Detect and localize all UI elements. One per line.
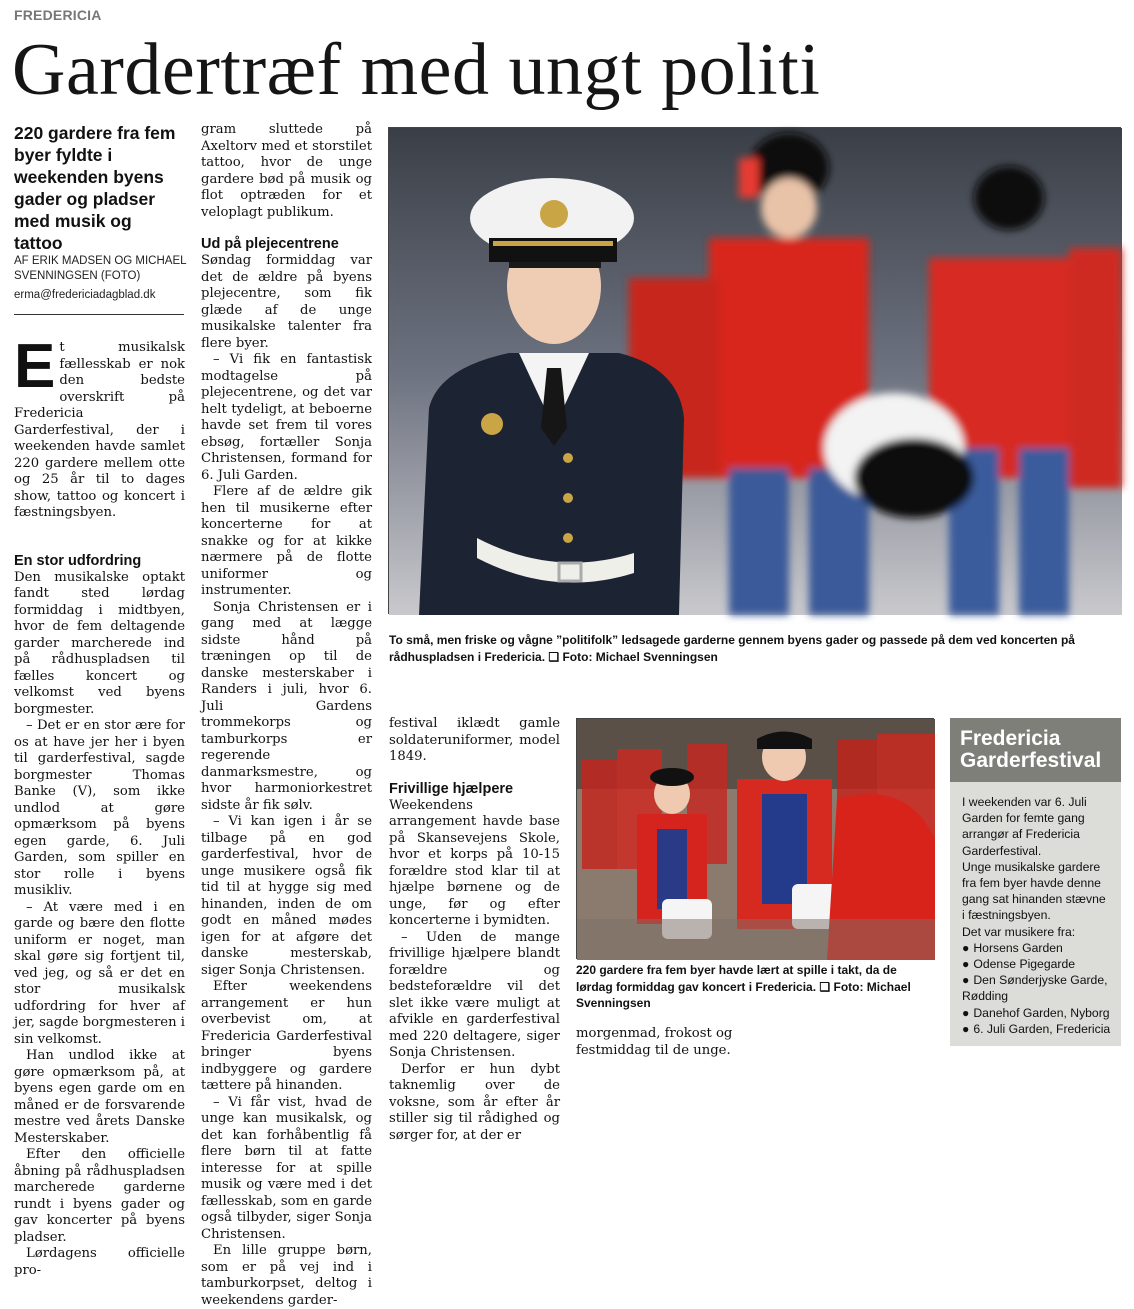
photo-boy-police-uniform: [389, 128, 1122, 615]
paragraph: Han undlod ikke at gøre opmærksom på, at byens egen garde om en måned er de forsvarende mestre ved årets Danske Mesterskaber.: [14, 1048, 185, 1146]
paragraph: festival iklædt gamle soldateruniformer, model 1849.: [389, 716, 560, 764]
subhead: En stor udfordring: [14, 552, 142, 569]
secondary-photo-caption: 220 gardere fra fem byer havde lært at spille i takt, da de lørdag formiddag gav koncert i Fredericia. ❏ Foto: Michael Svenningsen: [576, 963, 911, 1010]
subhead: Ud på plejecentrene: [201, 236, 339, 252]
paragraph: En lille gruppe børn, som er på vej ind i tamburkorpset, deltog i weekendens garder-: [201, 1243, 372, 1308]
divider: [14, 314, 184, 315]
byline-email: erma@fredericiadagblad.dk: [14, 289, 156, 301]
article-column-4: [576, 1026, 751, 1059]
paragraph: Søndag formiddag var det de ældre på byens plejecentre, som fik glæde af de unge musikalske talenter fra flere byer.: [201, 253, 372, 351]
factbox-body: [950, 782, 1121, 1043]
article-column-1: [14, 332, 185, 1279]
paragraph: Efter den officielle åbning på rådhuspladsen marcherede garderne rundt i byens gader og gav koncerter på byens pladser.: [14, 1147, 185, 1245]
paragraph: Den musikalske optakt fandt sted lørdag formiddag i midtbyen, hvor de fem deltagende garder marcherede ind på rådhuspladsen til fælles koncert og velkomst ved byens borgmester.: [14, 569, 185, 717]
factbox-text: Unge musikalske gardere fra fem byer havde denne gang sat hinanden stævne i fæstningsbyen.: [962, 859, 1106, 923]
paragraph: – Uden de mange frivillige hjælpere blandt forældre og bedsteforældre vil det slet ikke være muligt at afvikle en garderfestival med 220 deltagere, siger Sonja Christensen.: [389, 929, 560, 1060]
factbox-list-item: ● Den Sønderjyske Garde, Rødding: [962, 972, 1111, 1004]
paragraph: morgenmad, frokost og festmiddag til de unge.: [576, 1026, 733, 1058]
paragraph: Sonja Christensen er i gang med at lægge sidste hånd på træningen op til de danske mesterskaber i Randers i juli, hvor 6. Juli Gardens trommekorps og tamburkorps er regerende danmarksmestre, og hvor harmoniorkestret sidste år fik sølv.: [201, 599, 372, 813]
paragraph: Weekendens arrangement havde base på Skansevejens Skole, hvor et korps på 10-15 forældre stod klar til at hjælpe børnene og de unge, før og efter koncerterne i bymidten.: [389, 797, 560, 928]
section-label: FREDERICIA: [14, 7, 102, 23]
main-photo: [388, 127, 1121, 614]
factbox-list-item: ● Danehof Garden, Nyborg: [962, 1005, 1111, 1021]
factbox-list-item: ● Horsens Garden: [962, 940, 1111, 956]
subhead: Frivillige hjælpere: [389, 780, 514, 797]
secondary-photo: [576, 718, 934, 959]
paragraph: – At være med i en garde og bære den flotte uniform er noget, man skal gøre sig fortjent til, ved jeg, og så er det en stor musikalsk udfordring for hver af jer, sagde borgmesteren i sin velkomst.: [14, 899, 185, 1047]
paragraph: – Vi får vist, hvad de unge kan musikalsk, og det kan forhåbentlig få flere børn til at fatte interesse for at spille musik og være med i det fællesskab, som en garde også tilbyder, siger Sonja Christensen.: [201, 1094, 372, 1242]
lead-text: t musikalsk fællesskab er nok den bedste overskrift på Fredericia Garderfestival, der i weekenden havde samlet 220 gardere mellem otte og 25 år til to dages show, tattoo og koncert i fæstningsbyen.: [14, 340, 185, 520]
paragraph: – Vi kan igen i år se tilbage på en god garderfestival, hvor de unge musikere også fik tid til at hygge sig med hinanden, inden de om godt en måned mødes igen for at afgøre det danske mesterskab, siger Sonja Christensen.: [201, 814, 372, 978]
paragraph: Efter weekendens arrangement er hun overbevist om, at Fredericia Garderfestival bringer byens indbyggere og gardere tættere på hinanden.: [201, 979, 372, 1093]
factbox-list: [962, 940, 1111, 1037]
paragraph: Flere af de ældre gik hen til musikerne efter koncerterne for at snakke og for at kikke nærmere på de flotte uniformer og instrumenter.: [201, 484, 372, 598]
deck: 220 gardere fra fem byer fyldte i weekenden byens gader og pladser med musik og tattoo: [14, 123, 176, 253]
paragraph: Lørdagens officielle pro-: [14, 1246, 185, 1278]
paragraph: Derfor er hun dybt taknemlig over de voksne, som år efter år stiller sig til rådighed og sørger for, at der er: [389, 1061, 560, 1143]
headline: Gardertræf med ungt politi: [12, 29, 821, 111]
article-column-2: [201, 122, 372, 1308]
main-photo-caption: To små, men friske og vågne ”politifolk” ledsagede garderne gennem byens gader og passede på dem ved koncerten på rådhuspladsen i Fredericia. ❏ Foto: Michael Svenningsen: [389, 633, 1075, 664]
factbox-list-item: ● 6. Juli Garden, Fredericia: [962, 1021, 1111, 1037]
article-column-3: [389, 716, 560, 1143]
photo-girls-drum-corps: [577, 719, 935, 960]
paragraph: – Det er en stor ære for os at have jer her i byen til garderfestival, sagde borgmester Thomas Banke (V), som ikke undlod at gøre opmærksom på byens egen garde, 6. Juli Garden, som spiller en stor rolle i byens musikliv.: [14, 718, 185, 898]
drop-cap: E: [14, 332, 56, 401]
factbox-text: I weekenden var 6. Juli Garden for femte gang arrangør af Fredericia Garderfestival.: [962, 795, 1087, 858]
factbox-text: Det var musikere fra:: [962, 924, 1076, 939]
paragraph: – Vi fik en fantastisk modtagelse på plejecentrene, og det var helt tydeligt, at beboerne havde set frem til vores ebsøg, fortæller Sonja Christensen, formand for 6. Juli Garden.: [201, 352, 372, 483]
factbox-title: Fredericia Garderfestival: [950, 718, 1121, 782]
lead-paragraph: [14, 332, 185, 522]
byline: AF ERIK MADSEN OG MICHAEL SVENNINGSEN (FOTO): [14, 255, 187, 282]
paragraph: gram sluttede på Axeltorv med et storstilet tattoo, hvor de unge gardere bød på musik og flot optræden for et veloplagt publikum.: [201, 122, 372, 220]
factbox-list-item: ● Odense Pigegarde: [962, 956, 1111, 972]
factbox: [950, 718, 1121, 1046]
